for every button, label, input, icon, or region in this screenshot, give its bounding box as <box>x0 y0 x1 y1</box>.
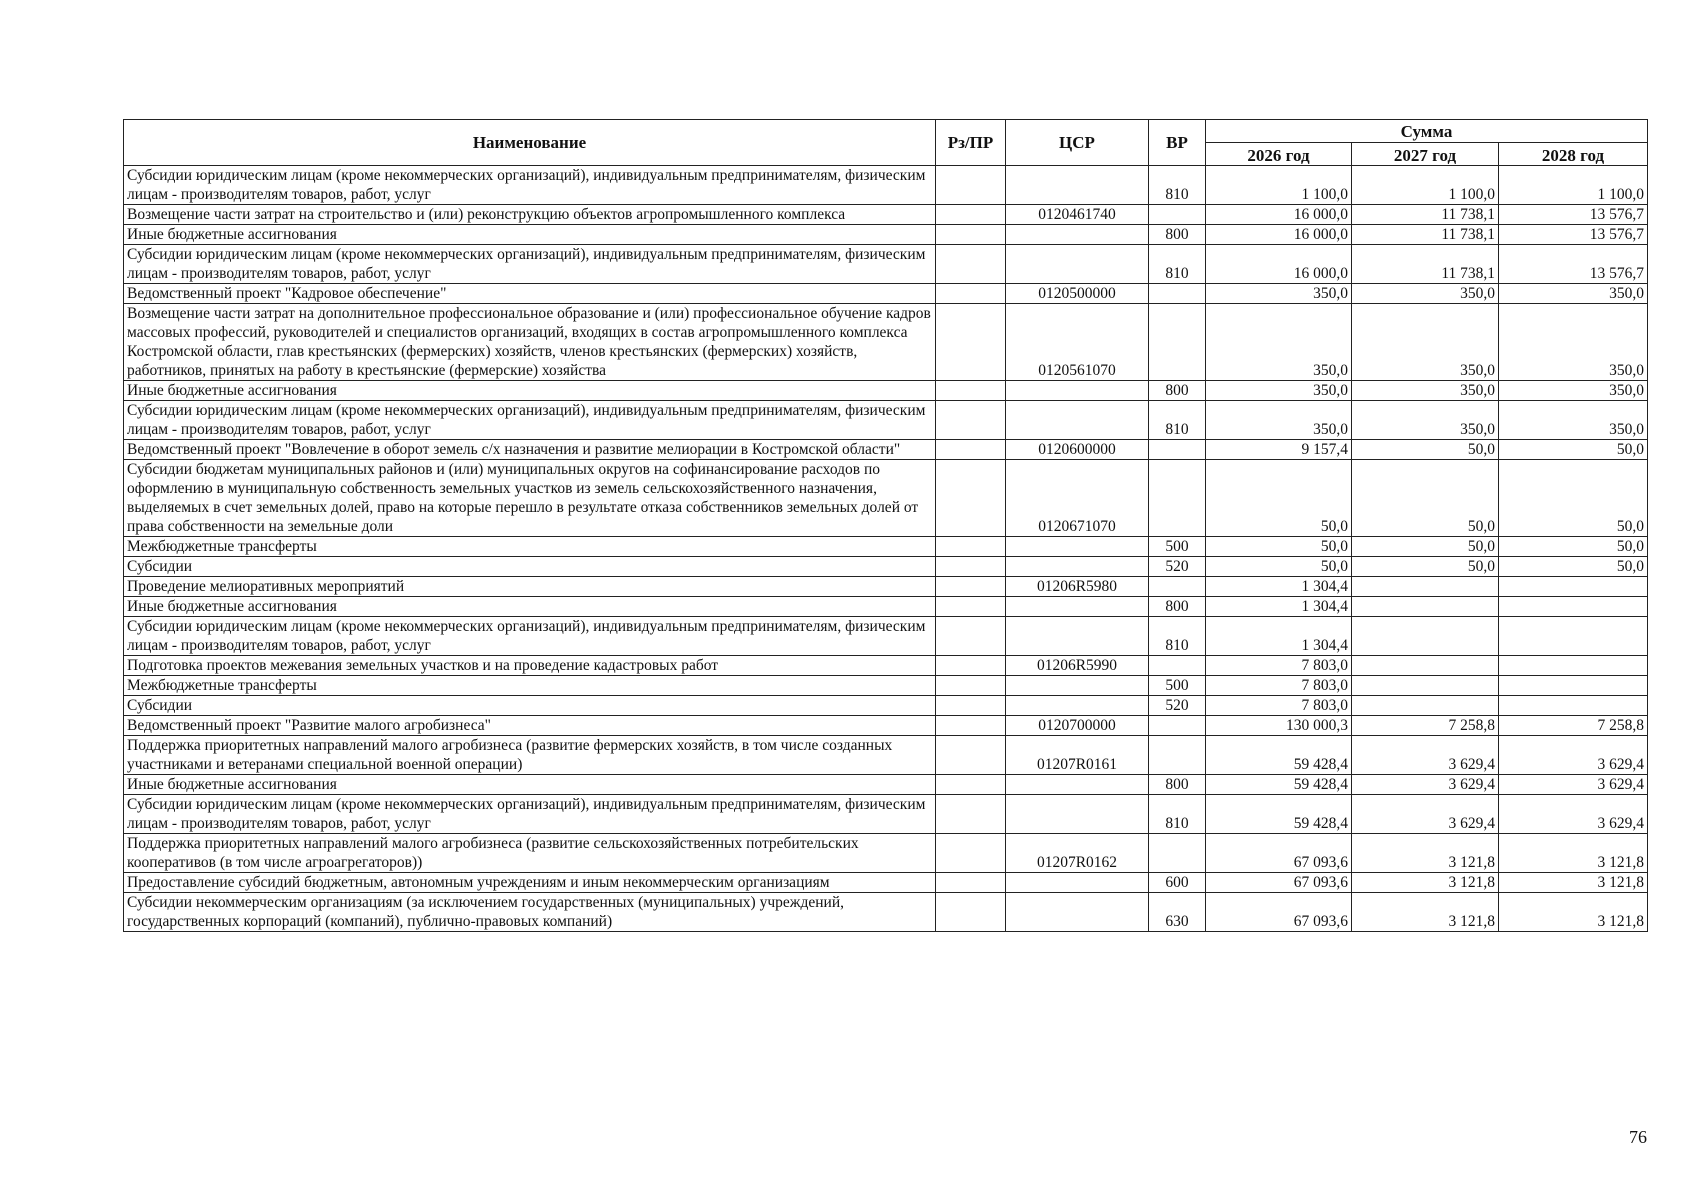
cell-2027: 3 121,8 <box>1352 893 1499 932</box>
cell-2027 <box>1352 676 1499 696</box>
cell-2027: 11 738,1 <box>1352 245 1499 284</box>
cell-vr <box>1149 284 1206 304</box>
cell-2028: 350,0 <box>1499 401 1648 440</box>
cell-2028: 3 121,8 <box>1499 873 1648 893</box>
cell-csr: 01207R0161 <box>1006 736 1149 775</box>
cell-vr: 810 <box>1149 795 1206 834</box>
cell-rz <box>936 893 1006 932</box>
cell-2026: 7 803,0 <box>1206 656 1352 676</box>
cell-vr <box>1149 460 1206 537</box>
cell-2027: 50,0 <box>1352 460 1499 537</box>
table-row <box>124 440 1648 460</box>
header-rz: Рз/ПР <box>936 120 1006 166</box>
cell-csr <box>1006 225 1149 245</box>
cell-vr: 810 <box>1149 401 1206 440</box>
cell-2027: 50,0 <box>1352 537 1499 557</box>
table-row <box>124 873 1648 893</box>
cell-2026: 67 093,6 <box>1206 834 1352 873</box>
cell-2028: 1 100,0 <box>1499 166 1648 205</box>
table-row <box>124 893 1648 932</box>
cell-2026: 7 803,0 <box>1206 696 1352 716</box>
cell-vr: 800 <box>1149 597 1206 617</box>
cell-2027 <box>1352 617 1499 656</box>
table-row <box>124 696 1648 716</box>
cell-2026: 50,0 <box>1206 557 1352 577</box>
cell-2027: 50,0 <box>1352 557 1499 577</box>
cell-rz <box>936 696 1006 716</box>
cell-rz <box>936 577 1006 597</box>
cell-name: Возмещение части затрат на дополнительное профессиональное образование и (или) профессиональное обучение кадров массовых профессий, руководителей и специалистов организаций, входящих в состав агропромышленного комплекса Костромской области, глав крестьянских (фермерских) хозяйств, членов крестьянских (фермерских) хозяйств, работников, принятых на работу в крестьянские (фермерские) хозяйства <box>124 304 936 381</box>
cell-2026: 67 093,6 <box>1206 873 1352 893</box>
cell-vr: 800 <box>1149 381 1206 401</box>
cell-vr <box>1149 577 1206 597</box>
cell-2027 <box>1352 597 1499 617</box>
cell-vr: 630 <box>1149 893 1206 932</box>
cell-2027: 1 100,0 <box>1352 166 1499 205</box>
cell-csr: 01206R5990 <box>1006 656 1149 676</box>
cell-2026: 9 157,4 <box>1206 440 1352 460</box>
cell-2026: 1 304,4 <box>1206 617 1352 656</box>
cell-2027: 3 121,8 <box>1352 834 1499 873</box>
cell-2028: 50,0 <box>1499 460 1648 537</box>
cell-2028: 3 629,4 <box>1499 736 1648 775</box>
cell-vr <box>1149 736 1206 775</box>
cell-csr <box>1006 795 1149 834</box>
cell-name: Субсидии юридическим лицам (кроме некоммерческих организаций), индивидуальным предпринимателям, физическим лицам - производителям товаров, работ, услуг <box>124 617 936 656</box>
cell-2028: 350,0 <box>1499 284 1648 304</box>
cell-name: Иные бюджетные ассигнования <box>124 225 936 245</box>
cell-name: Субсидии юридическим лицам (кроме некоммерческих организаций), индивидуальным предпринимателям, физическим лицам - производителям товаров, работ, услуг <box>124 401 936 440</box>
cell-vr: 810 <box>1149 617 1206 656</box>
cell-2027: 50,0 <box>1352 440 1499 460</box>
cell-2027: 11 738,1 <box>1352 205 1499 225</box>
cell-csr <box>1006 873 1149 893</box>
cell-vr: 800 <box>1149 225 1206 245</box>
cell-csr <box>1006 676 1149 696</box>
cell-2026: 50,0 <box>1206 537 1352 557</box>
cell-2026: 59 428,4 <box>1206 795 1352 834</box>
cell-2028 <box>1499 676 1648 696</box>
cell-name: Ведомственный проект "Развитие малого агробизнеса" <box>124 716 936 736</box>
cell-rz <box>936 656 1006 676</box>
cell-name: Ведомственный проект "Кадровое обеспечение" <box>124 284 936 304</box>
cell-2027: 350,0 <box>1352 304 1499 381</box>
cell-2028 <box>1499 597 1648 617</box>
cell-csr <box>1006 597 1149 617</box>
table-row <box>124 775 1648 795</box>
cell-csr <box>1006 381 1149 401</box>
cell-2027 <box>1352 577 1499 597</box>
cell-name: Межбюджетные трансферты <box>124 676 936 696</box>
cell-vr: 810 <box>1149 245 1206 284</box>
header-year-2027: 2027 год <box>1352 143 1499 166</box>
cell-2028 <box>1499 617 1648 656</box>
cell-vr <box>1149 304 1206 381</box>
cell-2027: 3 629,4 <box>1352 736 1499 775</box>
cell-name: Предоставление субсидий бюджетным, автономным учреждениям и иным некоммерческим организациям <box>124 873 936 893</box>
cell-rz <box>936 617 1006 656</box>
table-row <box>124 656 1648 676</box>
table-row <box>124 557 1648 577</box>
cell-2027: 3 629,4 <box>1352 775 1499 795</box>
cell-rz <box>936 834 1006 873</box>
cell-csr: 0120500000 <box>1006 284 1149 304</box>
table-row <box>124 245 1648 284</box>
cell-2026: 350,0 <box>1206 284 1352 304</box>
cell-vr: 520 <box>1149 696 1206 716</box>
cell-csr: 0120561070 <box>1006 304 1149 381</box>
cell-name: Иные бюджетные ассигнования <box>124 775 936 795</box>
cell-rz <box>936 736 1006 775</box>
cell-2026: 59 428,4 <box>1206 736 1352 775</box>
cell-vr: 500 <box>1149 537 1206 557</box>
cell-2026: 350,0 <box>1206 401 1352 440</box>
cell-vr <box>1149 656 1206 676</box>
cell-rz <box>936 440 1006 460</box>
cell-2027: 3 629,4 <box>1352 795 1499 834</box>
cell-rz <box>936 537 1006 557</box>
cell-2026: 50,0 <box>1206 460 1352 537</box>
cell-2028 <box>1499 656 1648 676</box>
cell-csr: 0120671070 <box>1006 460 1149 537</box>
cell-2026: 16 000,0 <box>1206 225 1352 245</box>
header-name: Наименование <box>124 120 936 166</box>
cell-csr <box>1006 401 1149 440</box>
cell-rz <box>936 775 1006 795</box>
cell-name: Поддержка приоритетных направлений малого агробизнеса (развитие сельскохозяйственных потребительских кооперативов (в том числе агроагрегаторов)) <box>124 834 936 873</box>
cell-rz <box>936 401 1006 440</box>
cell-2028: 3 629,4 <box>1499 775 1648 795</box>
cell-vr <box>1149 716 1206 736</box>
cell-name: Субсидии юридическим лицам (кроме некоммерческих организаций), индивидуальным предпринимателям, физическим лицам - производителям товаров, работ, услуг <box>124 245 936 284</box>
cell-2027: 11 738,1 <box>1352 225 1499 245</box>
cell-rz <box>936 795 1006 834</box>
header-sum: Сумма <box>1206 120 1648 143</box>
table-row <box>124 225 1648 245</box>
cell-name: Ведомственный проект "Вовлечение в оборот земель с/х назначения и развитие мелиорации в Костромской области" <box>124 440 936 460</box>
cell-csr: 01207R0162 <box>1006 834 1149 873</box>
cell-csr <box>1006 245 1149 284</box>
cell-2027: 350,0 <box>1352 284 1499 304</box>
table-row <box>124 205 1648 225</box>
cell-2027: 350,0 <box>1352 381 1499 401</box>
table-row <box>124 716 1648 736</box>
cell-rz <box>936 381 1006 401</box>
cell-name: Субсидии юридическим лицам (кроме некоммерческих организаций), индивидуальным предпринимателям, физическим лицам - производителям товаров, работ, услуг <box>124 166 936 205</box>
cell-2027 <box>1352 656 1499 676</box>
cell-rz <box>936 557 1006 577</box>
cell-2026: 16 000,0 <box>1206 245 1352 284</box>
cell-2028: 13 576,7 <box>1499 205 1648 225</box>
cell-csr: 0120600000 <box>1006 440 1149 460</box>
cell-csr <box>1006 557 1149 577</box>
cell-rz <box>936 304 1006 381</box>
cell-csr <box>1006 775 1149 795</box>
cell-csr <box>1006 696 1149 716</box>
cell-2026: 67 093,6 <box>1206 893 1352 932</box>
cell-2026: 16 000,0 <box>1206 205 1352 225</box>
cell-2027: 350,0 <box>1352 401 1499 440</box>
cell-2028: 50,0 <box>1499 557 1648 577</box>
header-year-2026: 2026 год <box>1206 143 1352 166</box>
cell-2028: 3 629,4 <box>1499 795 1648 834</box>
cell-rz <box>936 284 1006 304</box>
cell-vr: 800 <box>1149 775 1206 795</box>
cell-2027: 7 258,8 <box>1352 716 1499 736</box>
cell-rz <box>936 225 1006 245</box>
cell-rz <box>936 676 1006 696</box>
cell-2028: 3 121,8 <box>1499 834 1648 873</box>
cell-csr <box>1006 166 1149 205</box>
table-row <box>124 537 1648 557</box>
cell-name: Иные бюджетные ассигнования <box>124 381 936 401</box>
cell-vr: 810 <box>1149 166 1206 205</box>
table-row <box>124 834 1648 873</box>
cell-rz <box>936 716 1006 736</box>
cell-2028: 13 576,7 <box>1499 245 1648 284</box>
table-body <box>124 166 1648 932</box>
cell-name: Субсидии юридическим лицам (кроме некоммерческих организаций), индивидуальным предпринимателям, физическим лицам - производителям товаров, работ, услуг <box>124 795 936 834</box>
cell-name: Субсидии некоммерческим организациям (за исключением государственных (муниципальных) учреждений, государственных корпораций (компаний), публично-правовых компаний) <box>124 893 936 932</box>
cell-name: Иные бюджетные ассигнования <box>124 597 936 617</box>
cell-rz <box>936 245 1006 284</box>
cell-2028: 350,0 <box>1499 381 1648 401</box>
cell-vr <box>1149 834 1206 873</box>
cell-name: Субсидии бюджетам муниципальных районов и (или) муниципальных округов на софинансирование расходов по оформлению в муниципальную собственность земельных участков из земель сельскохозяйственного назначения, выделяемых в счет земельных долей, право на которые перешло в результате отказа собственников земельных долей от права собственности на земельные доли <box>124 460 936 537</box>
cell-2026: 130 000,3 <box>1206 716 1352 736</box>
cell-vr <box>1149 440 1206 460</box>
table-row <box>124 460 1648 537</box>
cell-rz <box>936 205 1006 225</box>
cell-2028: 3 121,8 <box>1499 893 1648 932</box>
cell-csr: 0120461740 <box>1006 205 1149 225</box>
cell-2028: 13 576,7 <box>1499 225 1648 245</box>
cell-vr: 500 <box>1149 676 1206 696</box>
cell-name: Поддержка приоритетных направлений малого агробизнеса (развитие фермерских хозяйств, в том числе созданных участниками и ветеранами специальной военной операции) <box>124 736 936 775</box>
cell-name: Субсидии <box>124 696 936 716</box>
cell-rz <box>936 873 1006 893</box>
cell-2026: 7 803,0 <box>1206 676 1352 696</box>
cell-2027 <box>1352 696 1499 716</box>
cell-csr <box>1006 537 1149 557</box>
budget-table <box>123 119 1648 932</box>
cell-2026: 1 304,4 <box>1206 597 1352 617</box>
cell-name: Проведение мелиоративных мероприятий <box>124 577 936 597</box>
header-vr: ВР <box>1149 120 1206 166</box>
cell-name: Межбюджетные трансферты <box>124 537 936 557</box>
page-number: 76 <box>1629 1127 1647 1147</box>
cell-name: Возмещение части затрат на строительство и (или) реконструкцию объектов агропромышленного комплекса <box>124 205 936 225</box>
cell-csr <box>1006 617 1149 656</box>
table-row <box>124 284 1648 304</box>
cell-csr <box>1006 893 1149 932</box>
cell-vr <box>1149 205 1206 225</box>
table-row <box>124 617 1648 656</box>
cell-2028: 50,0 <box>1499 537 1648 557</box>
cell-csr: 0120700000 <box>1006 716 1149 736</box>
cell-2028: 350,0 <box>1499 304 1648 381</box>
cell-csr: 01206R5980 <box>1006 577 1149 597</box>
cell-2026: 1 304,4 <box>1206 577 1352 597</box>
table-row <box>124 795 1648 834</box>
table-row <box>124 676 1648 696</box>
cell-name: Подготовка проектов межевания земельных участков и на проведение кадастровых работ <box>124 656 936 676</box>
header-csr: ЦСР <box>1006 120 1149 166</box>
cell-rz <box>936 166 1006 205</box>
header-year-2028: 2028 год <box>1499 143 1648 166</box>
cell-2026: 350,0 <box>1206 304 1352 381</box>
cell-2026: 59 428,4 <box>1206 775 1352 795</box>
cell-2026: 350,0 <box>1206 381 1352 401</box>
table-header <box>124 120 1648 166</box>
cell-vr: 520 <box>1149 557 1206 577</box>
table-row <box>124 401 1648 440</box>
cell-2026: 1 100,0 <box>1206 166 1352 205</box>
table-row <box>124 304 1648 381</box>
cell-2028: 7 258,8 <box>1499 716 1648 736</box>
cell-name: Субсидии <box>124 557 936 577</box>
table-row <box>124 166 1648 205</box>
cell-2028 <box>1499 696 1648 716</box>
cell-2028 <box>1499 577 1648 597</box>
cell-vr: 600 <box>1149 873 1206 893</box>
table-row <box>124 597 1648 617</box>
table-row <box>124 577 1648 597</box>
cell-2028: 50,0 <box>1499 440 1648 460</box>
table-row <box>124 381 1648 401</box>
table-row <box>124 736 1648 775</box>
cell-2027: 3 121,8 <box>1352 873 1499 893</box>
cell-rz <box>936 597 1006 617</box>
cell-rz <box>936 460 1006 537</box>
